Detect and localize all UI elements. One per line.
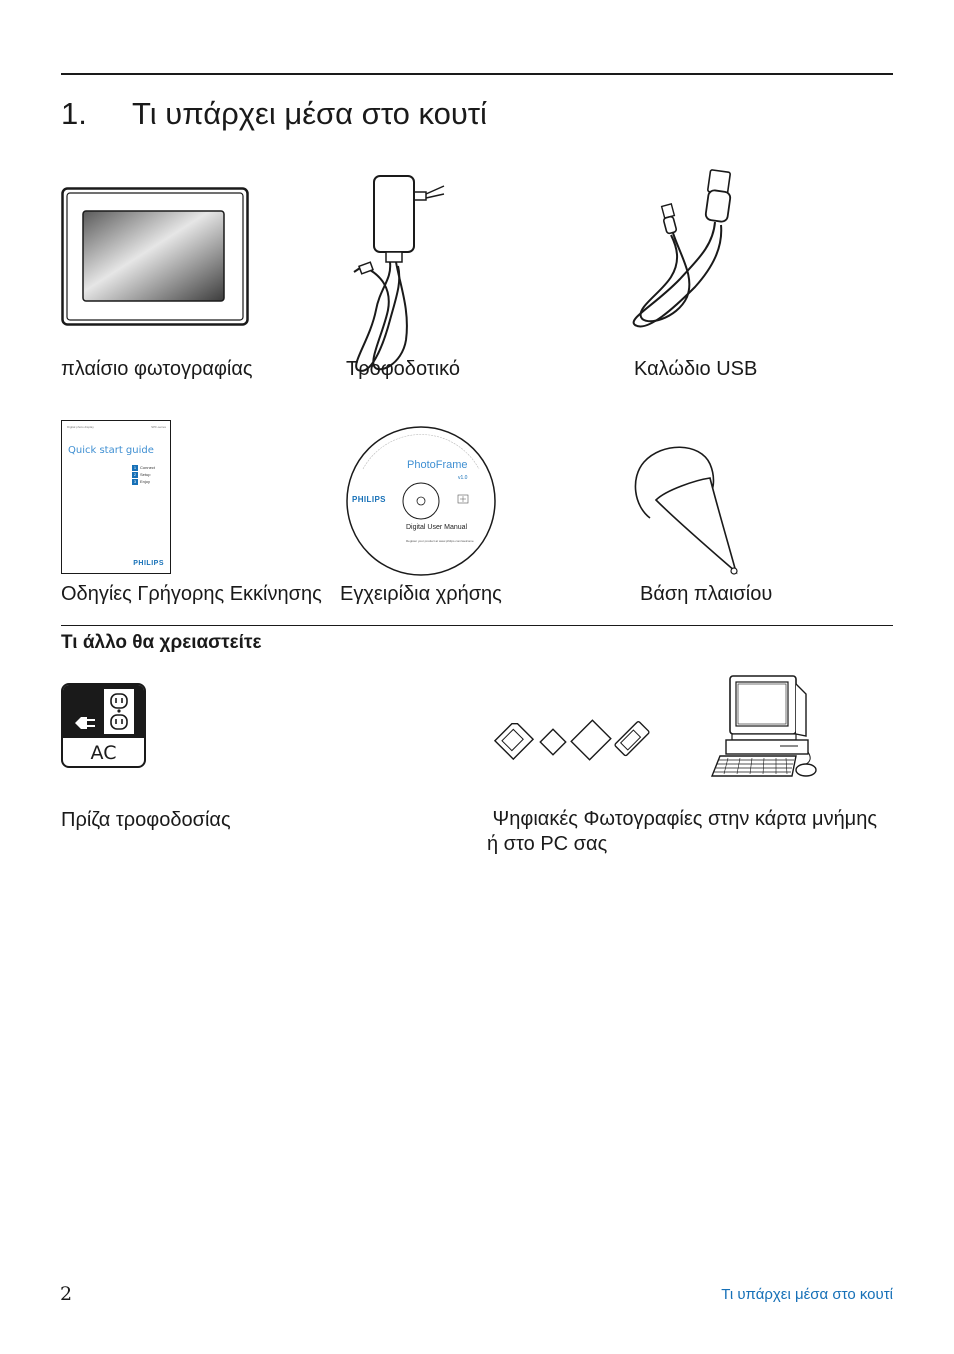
guide-brand: PHILIPS [133,560,164,567]
digital-photos-line-1: Ψηφιακές Φωτογραφίες στην κάρτα μνήμης [487,808,877,830]
guide-step: 2 Setup [133,471,151,477]
label-power-outlet: Πρίζα τροφοδοσίας [61,809,231,831]
label-frame-stand: Βάση πλαισίου [640,583,773,605]
power-outlet-icon [61,683,146,768]
usb-cable-icon [625,167,745,332]
other-needed-heading: Τι άλλο θα χρειαστείτε [61,632,262,653]
cd-register-text: Register your product at www.philips.com/welcome [406,539,474,543]
label-quick-start-guide: Οδηγίες Γρήγορης Εκκίνησης [61,583,322,605]
label-user-manual: Εγχειρίδια χρήσης [340,583,502,605]
label-digital-photos [487,807,907,857]
ac-label: AC [90,742,117,764]
guide-top-left: Digital photo display [67,425,94,429]
label-power-adapter: Τροφοδοτικό [346,358,461,380]
label-photo-frame: πλαίσιο φωτογραφίας [61,358,253,380]
cd-brand: PHILIPS [352,495,386,504]
page-number: 2 [60,1283,73,1305]
power-adapter-icon [340,170,450,378]
section-number: 1. [61,96,87,131]
section-title: Τι υπάρχει μέσα στο κουτί [132,96,487,131]
user-manual-cd-icon [345,425,497,577]
section-divider [61,625,893,626]
label-usb-cable: Καλώδιο USB [634,358,758,380]
guide-steps [132,464,155,485]
quick-start-guide-icon [61,420,171,574]
cd-product: PhotoFrame [407,459,468,471]
top-rule [61,73,893,75]
guide-step: 3 Enjoy [133,478,151,484]
pc-icon [708,672,820,782]
photo-frame-icon [61,187,251,327]
guide-top-right: SPF-series [151,425,166,429]
guide-step: 1 Connect [133,464,155,470]
frame-stand-icon [630,440,745,580]
memory-cards-icon [492,715,657,765]
cd-version: v1.0 [458,475,468,481]
digital-photos-line-2: ή στο PC σας [487,833,608,855]
footer-section-title: Τι υπάρχει μέσα στο κουτί [721,1286,893,1303]
guide-title: Quick start guide [68,445,154,456]
cd-manual-title: Digital User Manual [406,524,468,531]
